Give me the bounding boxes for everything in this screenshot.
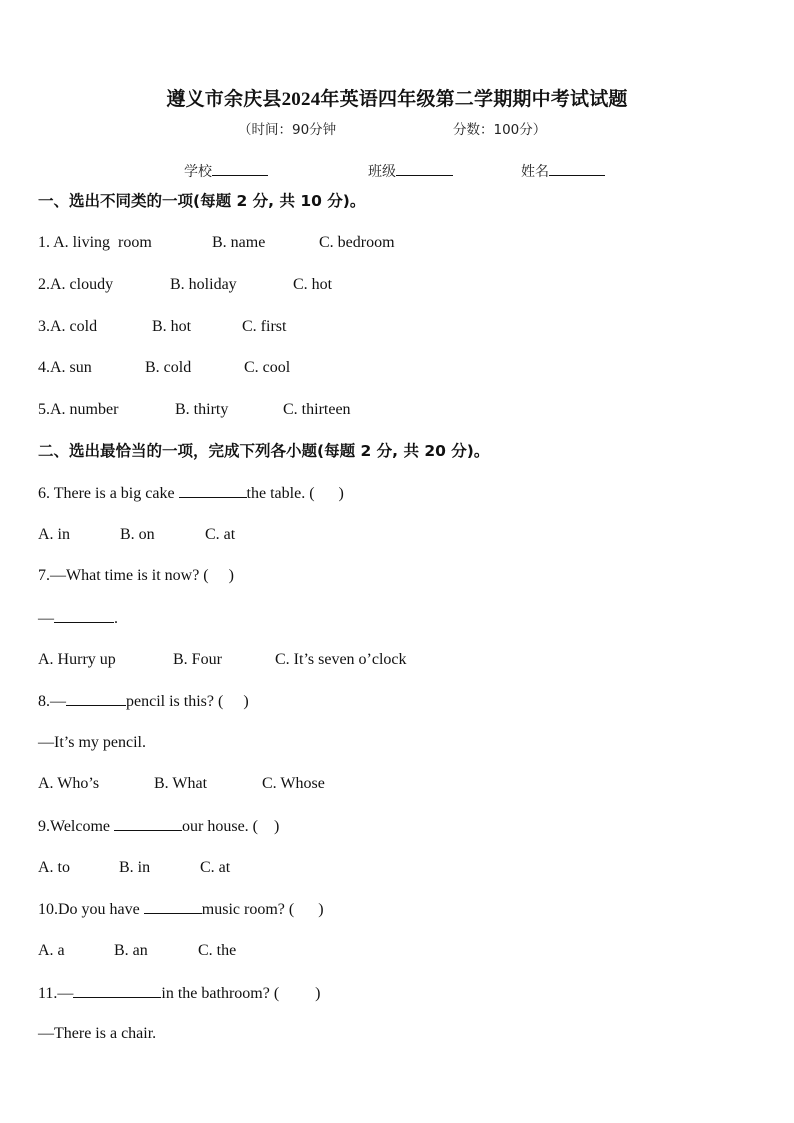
q10-stem-end: music room? ( ) bbox=[201, 901, 324, 918]
q7-answer-line bbox=[38, 608, 118, 629]
school-blank[interactable] bbox=[212, 160, 268, 176]
q4-option-c[interactable]: C. cool bbox=[244, 359, 291, 376]
q1-option-c[interactable]: C. bedroom bbox=[319, 234, 395, 251]
q6-option-c[interactable]: C. at bbox=[205, 526, 236, 543]
question-8 bbox=[38, 691, 249, 712]
q7-period: . bbox=[114, 610, 118, 627]
section1-heading: 一、选出不同类的一项(每题 2 分, 共 10 分)。 bbox=[38, 192, 366, 210]
exam-time: （时间：90分钟 bbox=[238, 122, 337, 138]
q6-blank[interactable] bbox=[179, 483, 247, 498]
q7-option-c[interactable]: C. It’s seven o’clock bbox=[275, 651, 407, 668]
q8-stem-end: pencil is this? ( ) bbox=[126, 693, 249, 710]
q3-number: 3. bbox=[38, 318, 50, 335]
exam-title: 遵义市余庆县2024年英语四年级第二学期期中考试试题 bbox=[166, 89, 628, 110]
section2-heading: 二、选出最恰当的一项，完成下列各小题(每题 2 分, 共 20 分)。 bbox=[38, 442, 490, 460]
q4-number: 4. bbox=[38, 359, 50, 376]
question-4 bbox=[38, 358, 758, 378]
q11-stem-end: in the bathroom? ( ) bbox=[161, 985, 321, 1002]
q7-blank[interactable] bbox=[54, 608, 114, 623]
student-info-row bbox=[0, 160, 794, 180]
q9-stem-start: 9.Welcome bbox=[38, 818, 115, 835]
q7-option-a[interactable]: A. Hurry up bbox=[38, 651, 116, 668]
q6-stem-end: the table. ( ) bbox=[246, 485, 344, 502]
q3-option-c[interactable]: C. first bbox=[242, 318, 287, 335]
q10-stem-start: 10.Do you have bbox=[38, 901, 144, 918]
q6-stem-start: 6. There is a big cake bbox=[38, 485, 179, 502]
question-3 bbox=[38, 317, 758, 337]
q7-dash: — bbox=[38, 610, 54, 627]
q9-option-b[interactable]: B. in bbox=[119, 859, 151, 876]
q5-number: 5. bbox=[38, 401, 50, 418]
q5-option-a[interactable]: A. number bbox=[50, 401, 119, 418]
school-label: 学校 bbox=[184, 164, 212, 180]
q8-option-b[interactable]: B. What bbox=[154, 775, 208, 792]
q3-option-b[interactable]: B. hot bbox=[152, 318, 192, 335]
q9-option-c[interactable]: C. at bbox=[200, 859, 231, 876]
q9-blank[interactable] bbox=[114, 816, 182, 831]
q9-stem-end: our house. ( ) bbox=[182, 818, 280, 835]
q7-option-b[interactable]: B. Four bbox=[173, 651, 222, 668]
name-blank[interactable] bbox=[549, 160, 605, 176]
q8-option-a[interactable]: A. Who’s bbox=[38, 775, 100, 792]
q9-options bbox=[38, 858, 758, 878]
q4-option-a[interactable]: A. sun bbox=[50, 359, 92, 376]
q2-option-c[interactable]: C. hot bbox=[293, 276, 333, 293]
q1-option-b[interactable]: B. name bbox=[212, 234, 266, 251]
exam-score: 分数：100分） bbox=[453, 122, 547, 138]
question-5 bbox=[38, 400, 758, 420]
exam-meta bbox=[0, 118, 794, 138]
q2-option-b[interactable]: B. holiday bbox=[170, 276, 237, 293]
question-2 bbox=[38, 275, 758, 295]
q1-option-a[interactable]: A. living room bbox=[53, 234, 152, 251]
q3-option-a[interactable]: A. cold bbox=[50, 318, 98, 335]
q6-options bbox=[38, 525, 758, 545]
class-label: 班级 bbox=[368, 164, 396, 180]
class-blank[interactable] bbox=[396, 160, 453, 176]
question-1 bbox=[38, 233, 758, 253]
name-field bbox=[521, 160, 605, 181]
question-6 bbox=[38, 483, 344, 504]
q10-blank[interactable] bbox=[144, 899, 202, 914]
q6-option-a[interactable]: A. in bbox=[38, 526, 70, 543]
question-10 bbox=[38, 899, 324, 920]
q10-option-b[interactable]: B. an bbox=[114, 942, 148, 959]
question-9 bbox=[38, 816, 279, 837]
question-7: 7.—What time is it now? ( ) bbox=[38, 567, 234, 584]
q8-options bbox=[38, 774, 758, 794]
q10-option-c[interactable]: C. the bbox=[198, 942, 237, 959]
q9-option-a[interactable]: A. to bbox=[38, 859, 70, 876]
q8-blank[interactable] bbox=[66, 691, 126, 706]
class-field bbox=[368, 160, 453, 181]
q11-answer-line: —There is a chair. bbox=[38, 1025, 157, 1042]
q2-option-a[interactable]: A. cloudy bbox=[50, 276, 114, 293]
school-field bbox=[184, 160, 268, 181]
q8-stem-start: 8.— bbox=[38, 693, 66, 710]
q8-answer-line: —It’s my pencil. bbox=[38, 734, 146, 751]
q11-stem-start: 11.— bbox=[38, 985, 74, 1002]
q2-number: 2. bbox=[38, 276, 50, 293]
q4-option-b[interactable]: B. cold bbox=[145, 359, 192, 376]
q1-number: 1. bbox=[38, 234, 54, 251]
q5-option-c[interactable]: C. thirteen bbox=[283, 401, 351, 418]
q8-option-c[interactable]: C. Whose bbox=[262, 775, 325, 792]
question-11 bbox=[38, 983, 320, 1004]
q10-options bbox=[38, 941, 758, 961]
q7-options bbox=[38, 650, 758, 670]
q5-option-b[interactable]: B. thirty bbox=[175, 401, 229, 418]
q10-option-a[interactable]: A. a bbox=[38, 942, 65, 959]
name-label: 姓名 bbox=[521, 164, 549, 180]
q6-option-b[interactable]: B. on bbox=[120, 526, 155, 543]
q11-blank[interactable] bbox=[73, 983, 161, 998]
